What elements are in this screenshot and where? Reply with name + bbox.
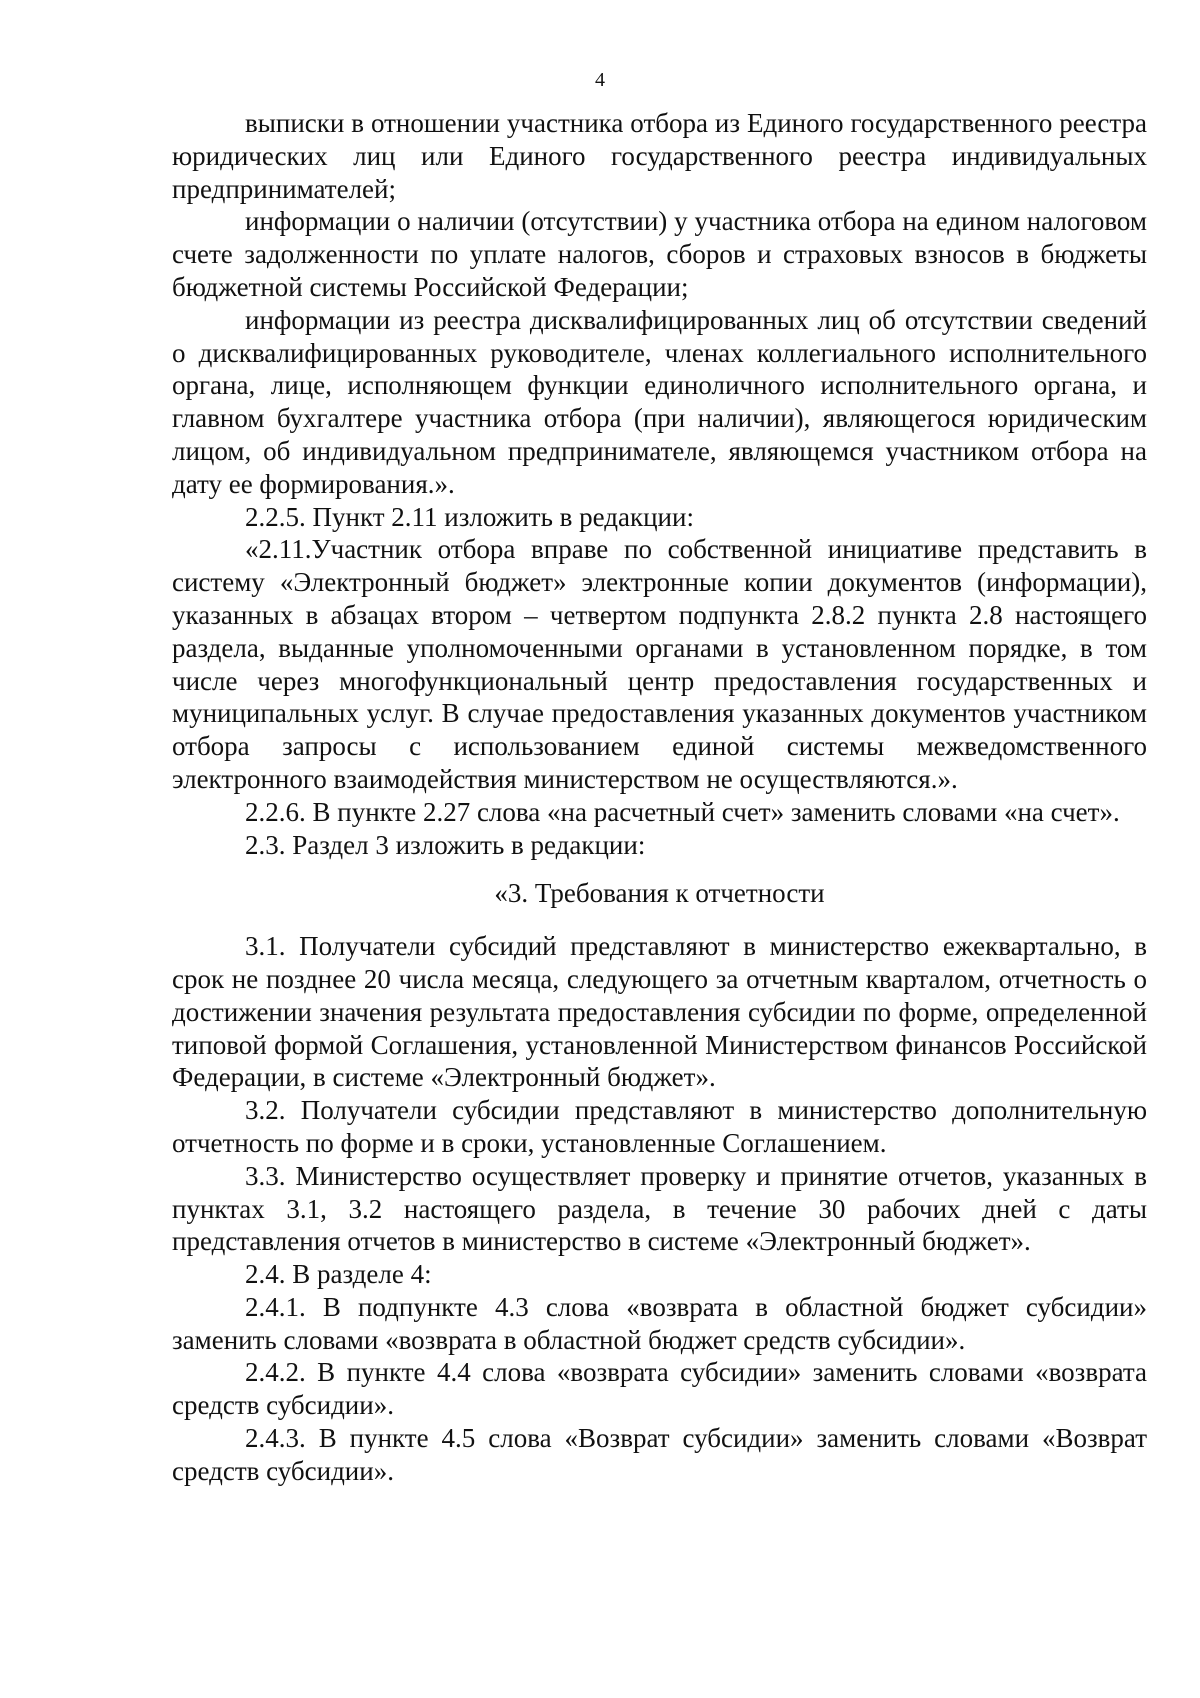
paragraph-2-2-5: 2.2.5. Пункт 2.11 изложить в редакции: (245, 501, 694, 532)
paragraph-2-2-6: 2.2.6. В пункте 2.27 слова «на расчетный счет» заменить словами «на счет». (245, 796, 1120, 827)
paragraph-3-1: 3.1. Получатели субсидий представляют в министерство ежеквартально, в срок не позднее 20 числа месяца, следующего за отчетным кварталом, отчетность о достижении значения результата предоставления субсидии по форме, определенной типовой формой Соглашения, установленной Министерством финансов Российской Федерации, в системе «Электронный бюджет». (172, 931, 1147, 1093)
paragraph-2-4-1: 2.4.1. В подпункте 4.3 слова «возврата в областной бюджет субсидии» заменить словами «возврата в областной бюджет средств субсидии». (172, 1291, 1147, 1355)
paragraph-disqualified-registry: информации из реестра дисквалифицированных лиц об отсутствии сведений о дисквалифицированных руководителе, членах коллегиального исполнительного органа, лице, исполняющем функции единоличного исполнительного органа, и главном бухгалтере участника отбора (при наличии), являющегося юридическим лицом, об индивидуальном предпринимателе, являющемся участником отбора на дату ее формирования.». (172, 304, 1147, 499)
paragraph-3-2: 3.2. Получатели субсидии представляют в министерство дополнительную отчетность по форме и в сроки, установленные Соглашением. (172, 1095, 1147, 1158)
page-number: 4 (595, 69, 605, 91)
paragraph-2-4-3: 2.4.3. В пункте 4.5 слова «Возврат субсидии» заменить словами «Возврат средств субсидии». (172, 1423, 1147, 1486)
paragraph-3-3: 3.3. Министерство осуществляет проверку и принятие отчетов, указанных в пунктах 3.1, 3.2 настоящего раздела, в течение 30 рабочих дней с даты представления отчетов в министерство в системе «Электронный бюджет». (172, 1160, 1147, 1257)
paragraph-2-4-2: 2.4.2. В пункте 4.4 слова «возврата субсидии» заменить словами «возврата средств субсидии». (172, 1357, 1147, 1421)
paragraph-2-4: 2.4. В разделе 4: (245, 1259, 432, 1290)
paragraph-egrul-extract: выписки в отношении участника отбора из Единого государственного реестра юридических лиц или Единого государственного реестра индивидуальных предпринимателей; (172, 108, 1147, 204)
document-body (172, 107, 1147, 1488)
paragraph-tax-debt-info: информации о наличии (отсутствии) у участника отбора на едином налоговом счете задолженности по уплате налогов, сборов и страховых взносов в бюджеты бюджетной системы Российской Федерации; (172, 206, 1147, 302)
paragraph-2-11: «2.11.Участник отбора вправе по собственной инициативе представить в систему «Электронный бюджет» электронные копии документов (информации), указанных в абзацах втором – четвертом подпункта 2.8.2 пункта 2.8 настоящего раздела, выданные уполномоченными органами в установленном порядке, в том числе через многофункциональный центр предоставления государственных и муниципальных услуг. В случае предоставления указанных документов участником отбора запросы с использованием единой системы межведомственного электронного взаимодействия министерством не осуществляются.». (172, 534, 1147, 794)
section-heading: «3. Требования к отчетности (494, 878, 825, 909)
paragraph-2-3: 2.3. Раздел 3 изложить в редакции: (245, 829, 646, 860)
